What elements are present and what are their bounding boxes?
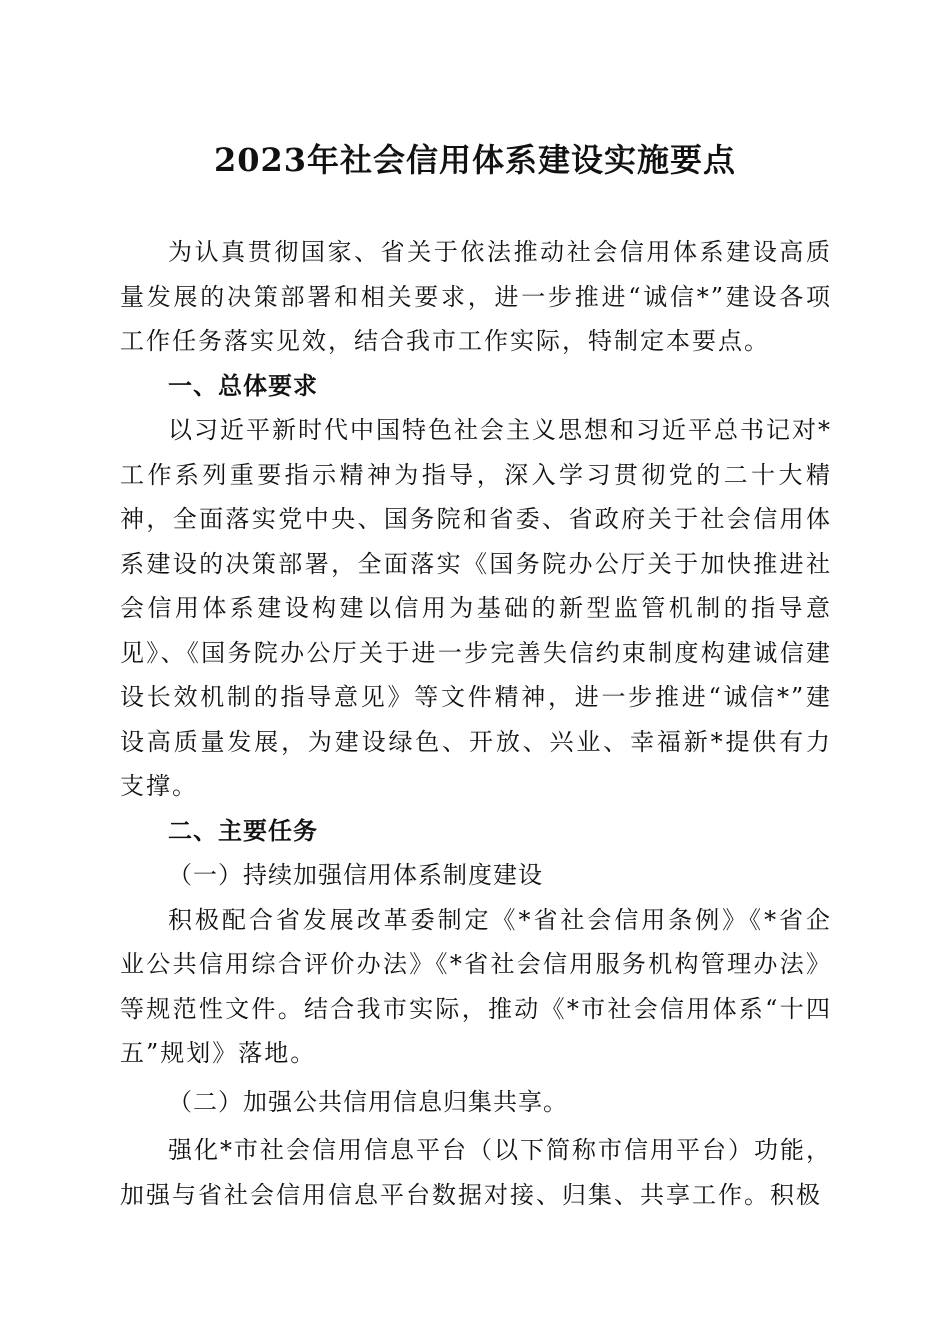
intro-paragraph: 为认真贯彻国家、省关于依法推动社会信用体系建设高质量发展的决策部署和相关要求，进一步推进“诚信*”建设各项工作任务落实见效，结合我市工作实际，特制定本要点。	[120, 238, 832, 355]
section-heading-main-tasks: 二、主要任务	[168, 816, 318, 845]
section-heading-general-requirements: 一、总体要求	[168, 371, 318, 400]
subsection-heading-info-sharing: （二）加强公共信用信息归集共享。	[168, 1087, 568, 1116]
institution-building-paragraph: 积极配合省发展改革委制定《*省社会信用条例》《*省企业公共信用综合评价办法》《*省社会信用服务机构管理办法》等规范性文件。结合我市实际，推动《*市社会信用体系“十四五”规划》落地。	[120, 905, 832, 1067]
info-sharing-paragraph: 强化*市社会信用信息平台（以下简称市信用平台）功能，加强与省社会信用信息平台数据对接、归集、共享工作。积极	[120, 1136, 832, 1209]
general-requirements-paragraph: 以习近平新时代中国特色社会主义思想和习近平总书记对*工作系列重要指示精神为指导，深入学习贯彻党的二十大精神，全面落实党中央、国务院和省委、省政府关于社会信用体系建设的决策部署，全面落实《国务院办公厅关于加快推进社会信用体系建设构建以信用为基础的新型监管机制的指导意见》、《国务院办公厅关于进一步完善失信约束制度构建诚信建设长效机制的指导意见》等文件精神，进一步推进“诚信*”建设高质量发展，为建设绿色、开放、兴业、幸福新*提供有力支撑。	[120, 416, 832, 800]
subsection-heading-institution-building: （一）持续加强信用体系制度建设	[168, 861, 543, 889]
document-title: 2023年社会信用体系建设实施要点	[213, 141, 737, 179]
document-body	[120, 230, 832, 1217]
